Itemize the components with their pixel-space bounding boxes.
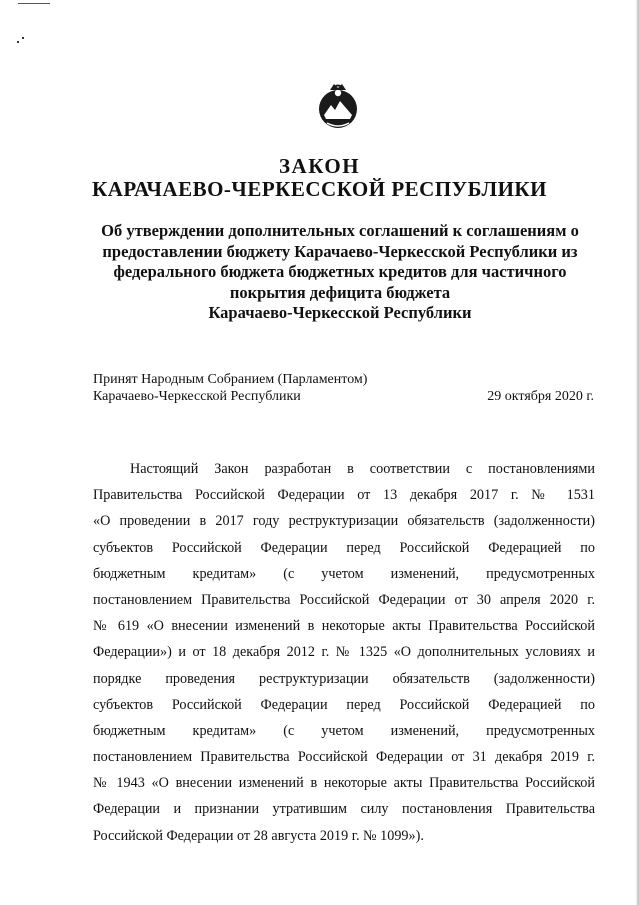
paragraph-line: постановлением Правительства Российской Федерации от 31 декабря 2019 г. (93, 749, 595, 766)
adoption-note (93, 371, 367, 405)
subject-line: предоставлении бюджету Карачаево-Черкесской Республики из (102, 241, 578, 261)
scan-speck (22, 37, 24, 39)
paragraph-line: порядке проведения реструктуризации обязательств (задолженности) (93, 670, 595, 687)
paragraph-line: № 1943 «О внесении изменений в некоторые акты Правительства Российской (93, 775, 595, 792)
paragraph-line: № 619 «О внесении изменений в некоторые акты Правительства Российской (93, 618, 595, 635)
paragraph-line: Федерации и признании утратившим силу постановления Правительства (93, 801, 595, 818)
paragraph-line: «О проведении в 2017 году реструктуризации обязательств (задолженности) (93, 513, 595, 530)
subject-line: Об утверждении дополнительных соглашений к соглашениям о (101, 221, 579, 240)
paragraph-line: бюджетным кредитам» (с учетом изменений, предусмотренных (93, 565, 595, 582)
subject-line: федерального бюджета бюджетных кредитов для частичного (113, 262, 567, 281)
paragraph-line: Правительства Российской Федерации от 13 декабря 2017 г. № 1531 (93, 487, 595, 504)
scan-speck (17, 41, 19, 43)
paragraph-line: Федерации») и от 18 декабря 2012 г. № 1325 «О дополнительных условиях и (93, 644, 595, 661)
subject-line: покрытия дефицита бюджета (229, 282, 451, 302)
law-body-paragraph (93, 456, 595, 849)
paragraph-line: бюджетным кредитам» (с учетом изменений, предусмотренных (93, 722, 595, 739)
paragraph-line: Настоящий Закон разработан в соответствии с постановлениями (130, 461, 595, 477)
paragraph-line: Российской Федерации от 28 августа 2019 г. № 1099»). (93, 827, 424, 844)
law-heading: ЗАКОН (278, 154, 361, 178)
scan-artifact-line (18, 3, 50, 4)
paragraph-line: постановлением Правительства Российской Федерации от 30 апреля 2020 г. (93, 591, 595, 608)
adoption-line: Карачаево-Черкесской Республики (93, 389, 301, 404)
subject-line: Карачаево-Черкесской Республики (208, 303, 472, 322)
karachay-cherkessia-coat-of-arms-icon (318, 79, 358, 135)
adoption-line: Принят Народным Собранием (Парламентом) (93, 372, 368, 387)
law-subject-title (60, 221, 620, 324)
paragraph-line: субъектов Российской Федерации перед Российской Федерацией по (93, 539, 595, 556)
adoption-date: 29 октября 2020 г. (487, 389, 594, 404)
paragraph-line: субъектов Российской Федерации перед Российской Федерацией по (93, 696, 595, 713)
republic-heading: КАРАЧАЕВО-ЧЕРКЕССКОЙ РЕСПУБЛИКИ (91, 177, 547, 201)
